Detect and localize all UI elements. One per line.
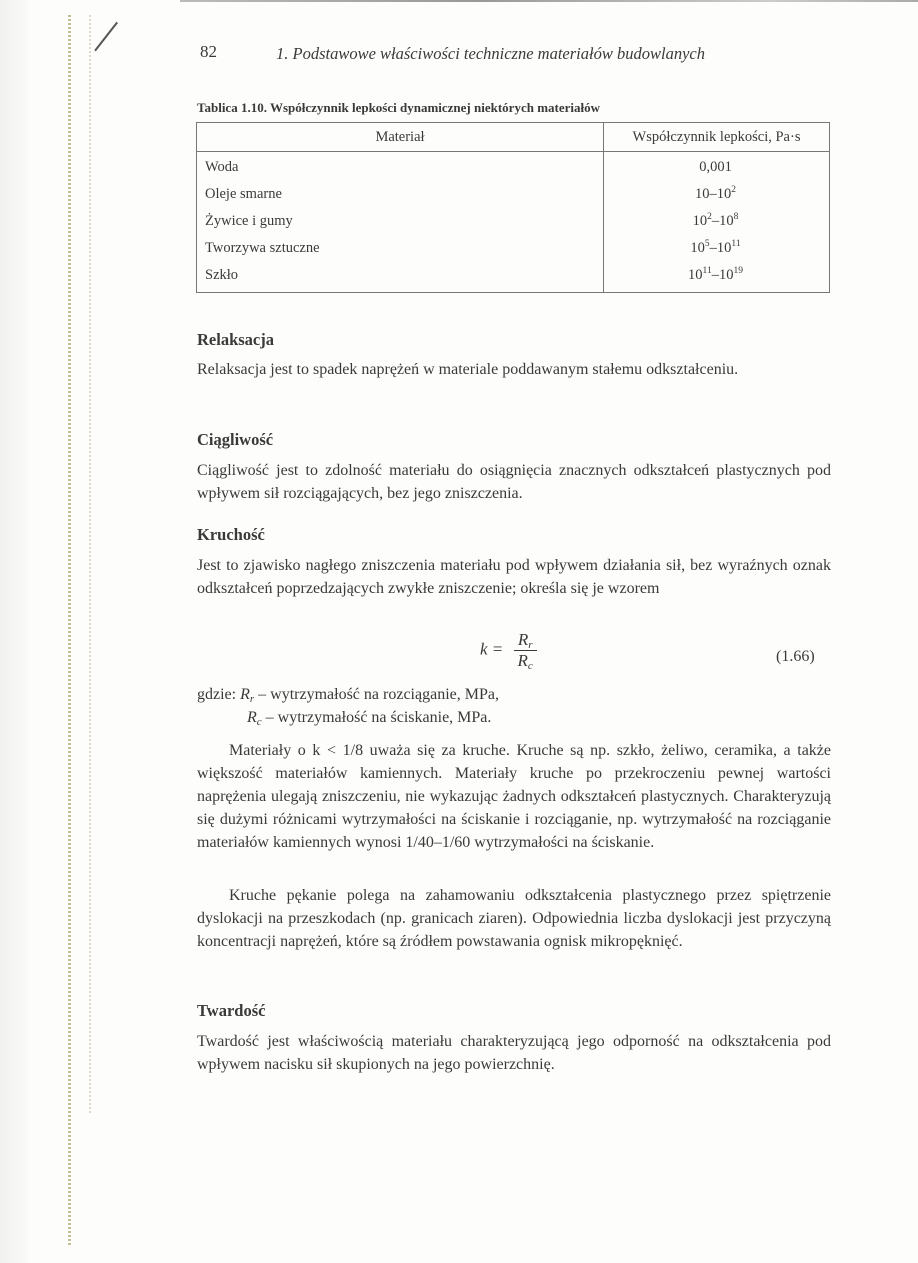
binding-gutter-marks	[68, 15, 71, 1245]
page-number: 82	[200, 42, 217, 61]
formula-lhs: k =	[480, 639, 504, 659]
cell-viscosity: $10^{11}-10^{19}$	[688, 266, 743, 283]
table-caption: Tablica 1.10. Współczynnik lepkości dynamicznej niektórych materiałów	[197, 100, 601, 115]
scan-top-edge	[180, 0, 918, 2]
section-heading-kruchosc: Kruchość	[197, 525, 265, 544]
formula-legend	[197, 683, 499, 729]
cell-material: Woda	[197, 152, 604, 182]
table-row	[197, 181, 830, 208]
running-title: 1. Podstawowe właściwości techniczne materiałów budowlanych	[276, 44, 705, 63]
formula-1-66	[480, 630, 537, 671]
paragraph-ciagliwosc: Ciągliwość jest to zdolność materiału do osiągnięcia znacznych odkształceń plastycznych pod wpływem sił rozciągających, bez jego zniszczenia.	[197, 462, 831, 502]
cell-viscosity: $10^5-10^{11}$	[690, 239, 741, 256]
page-fold-shadow	[0, 0, 28, 1263]
section-heading-twardosc: Twardość	[197, 1001, 266, 1020]
binding-gutter-marks-faint	[89, 15, 91, 1115]
table-row	[197, 262, 830, 293]
formula-denominator: $R_c$	[517, 651, 533, 672]
paragraph-twardosc: Twardość jest właściwością materiału charakteryzującą jego odporność na odkształcenia pod wpływem nacisku sił skupionych na jego powierzchnię.	[197, 1033, 831, 1073]
formula-numerator: $R_r$	[514, 630, 537, 651]
cell-material: Żywice i gumy	[197, 208, 604, 235]
viscosity-table	[196, 122, 830, 293]
section-heading-ciagliwosc: Ciągliwość	[197, 430, 274, 449]
table-row	[197, 152, 830, 182]
cell-material: Szkło	[197, 262, 604, 293]
legend-item-rr: gdzie: $R_r$ – wytrzymałość na rozciąganie, MPa,	[197, 686, 499, 705]
cell-viscosity: $10-10^2$	[695, 185, 736, 202]
paragraph-kruchosc-2: Kruche pękanie polega na zahamowaniu odkształcenia plastycznego przez spiętrzenie dyslokacji na przeszkodach (np. granicach ziaren). Odpowiednia liczba dyslokacji jest przyczyną koncentracji naprężeń, które są źródłem powstawania ognisk mikropęknięć.	[197, 887, 831, 950]
cell-material: Oleje smarne	[197, 181, 604, 208]
table-header-row	[197, 123, 830, 152]
paragraph-relaksacja: Relaksacja jest to spadek naprężeń w materiale poddawanym stałemu odkształceniu.	[197, 361, 739, 378]
cell-viscosity: $10^2-10^8$	[692, 212, 739, 229]
table-row	[197, 235, 830, 262]
column-header-material: Materiał	[197, 123, 604, 152]
column-header-viscosity: Współczynnik lepkości, Pa·s	[604, 123, 830, 152]
section-heading-relaksacja: Relaksacja	[197, 330, 274, 349]
formula-fraction	[514, 630, 537, 671]
paragraph-kruchosc-intro: Jest to zjawisko nagłego zniszczenia materiału pod wpływem działania sił, bez wyraźnych oznak odkształceń poprzedzających zwykłe zniszczenie; określa się je wzorem	[197, 557, 831, 597]
cell-material: Tworzywa sztuczne	[197, 235, 604, 262]
legend-item-rc: $R_c$ – wytrzymałość na ściskanie, MPa.	[247, 709, 492, 728]
check-mark-icon	[94, 22, 118, 52]
table-row	[197, 208, 830, 235]
equation-number: (1.66)	[776, 648, 815, 665]
paragraph-kruchosc-1: Materiały o k < 1/8 uważa się za kruche. Kruche są np. szkło, żeliwo, ceramika, a także większość materiałów kamiennych. Materiały kruche po przekroczeniu pewnej wartości naprężenia ulegają zniszczeniu, nie wykazując żadnych odkształceń plastycznych. Charakteryzują się dużymi różnicami wytrzymałości na ściskanie i rozciąganie, np. wytrzymałość na rozciąganie materiałów kamiennych wynosi 1/40–1/60 wytrzymałości na ściskanie.	[197, 742, 831, 851]
cell-viscosity: 0,001	[699, 159, 732, 175]
